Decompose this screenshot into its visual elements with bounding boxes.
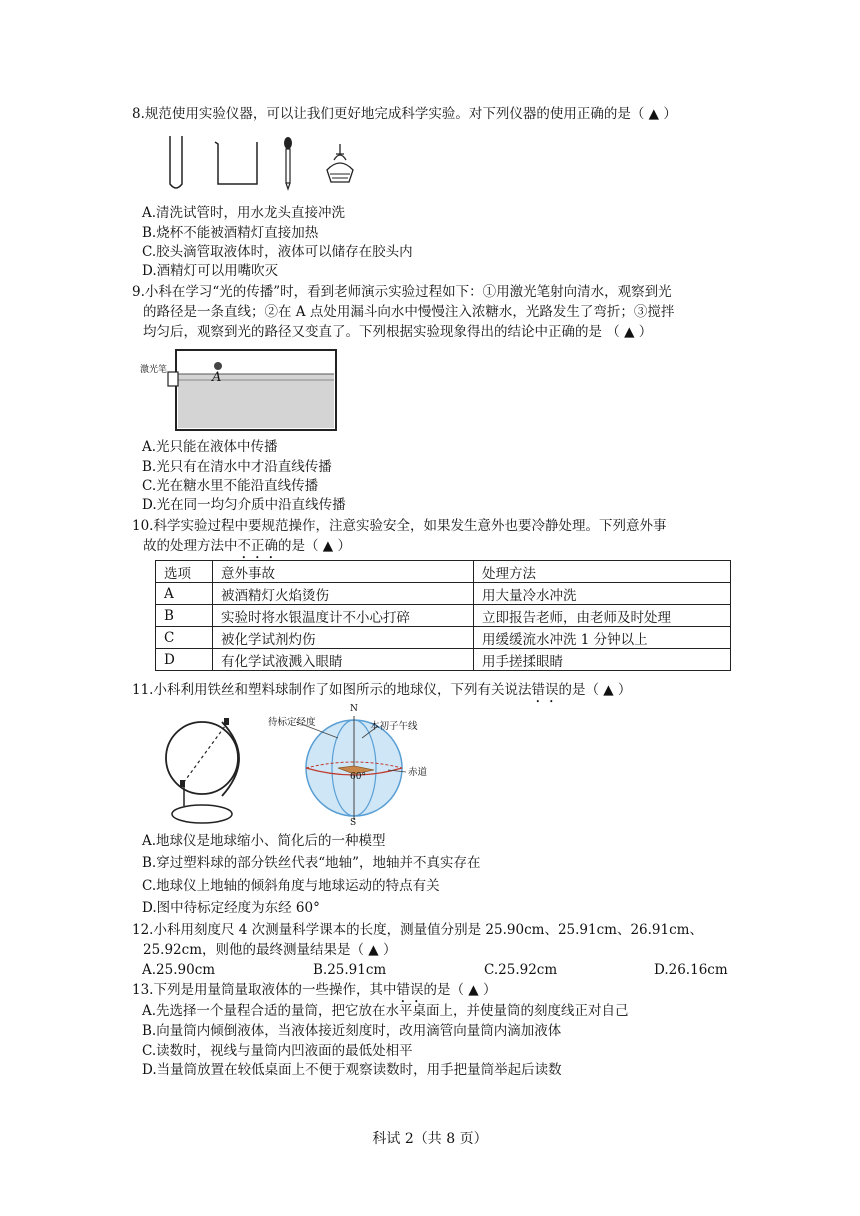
north-label: N [350, 704, 358, 714]
q9-option-d: D.光在同一均匀介质中沿直线传播 [142, 497, 346, 513]
q9-stem-line3: 均匀后，观察到光的路径又变直了。下列根据实验现象得出的结论中正确的是 （ ▲ ） [143, 324, 653, 340]
q13-stem: 13.下列是用量筒量取液体的一些操作，其中错误的是（ ▲ ） [132, 982, 497, 998]
test-tube-icon [170, 136, 182, 188]
table-cell: 被酒精灯火焰烫伤 [213, 583, 474, 605]
q10-stem-line2: 故的处理方法中不正确的是（ ▲ ） [143, 538, 351, 554]
q12-option-a: A.25.90cm [142, 962, 216, 978]
q13-option-a: A.先选择一个量程合适的量筒，把它放在水平桌面上，并使量筒的刻度线正对自己 [142, 1003, 629, 1019]
q8-option-d: D.酒精灯可以用嘴吹灭 [142, 263, 279, 279]
south-label: S [350, 818, 357, 828]
longitude-globe-figure [268, 704, 428, 830]
q9-option-b: B.光只有在清水中才沿直线传播 [142, 459, 332, 475]
q9-option-c: C.光在糖水里不能沿直线传播 [142, 478, 319, 494]
q13-option-c: C.读数时，视线与量筒内凹液面的最低处相平 [142, 1043, 413, 1059]
angle-label: 60° [350, 772, 366, 782]
table-cell: 有化学试液溅入眼睛 [213, 649, 474, 671]
table-cell: 选项 [156, 561, 213, 583]
table-header-row [156, 561, 731, 583]
q8-option-b: B.烧杯不能被酒精灯直接加热 [142, 225, 319, 241]
pending-longitude-label: 待标定经度 [268, 717, 316, 728]
q11-stem: 11.小科利用铁丝和塑料球制作了如图所示的地球仪，下列有关说法错误的是（ ▲ ） [132, 682, 632, 698]
q11-option-d: D.图中待标定经度为东经 60° [142, 900, 320, 916]
q8-option-a: A.清洗试管时，用水龙头直接冲洗 [142, 205, 346, 221]
q9-laser-tank-figure [140, 346, 340, 434]
table-cell: 用大量冷水冲洗 [474, 583, 731, 605]
page-footer: 科试 2（共 8 页） [372, 1131, 488, 1147]
q9-stem-line1: 9.小科在学习“光的传播”时，看到老师演示实验过程如下：①用激光笔射向清水，观察到光 [132, 284, 672, 300]
globe-model-figure [160, 708, 260, 828]
table-cell: 立即报告老师，由老师及时处理 [474, 605, 731, 627]
q12-stem-line2: 25.92cm，则他的最终测量结果是（ ▲ ） [143, 942, 397, 958]
table-cell: 用缓缓流水冲洗 1 分钟以上 [474, 627, 731, 649]
point-a-marker [214, 362, 222, 370]
table-row [156, 583, 731, 605]
table-cell: B [156, 605, 213, 627]
point-a-label: A [212, 370, 222, 385]
q9-stem-line2: 的路径是一条直线；②在 A 点处用漏斗向水中慢慢注入浓糖水，光路发生了弯折；③搅拌 [143, 304, 675, 320]
table-cell: D [156, 649, 213, 671]
equator-label: 赤道 [408, 767, 428, 778]
table-cell: 用手搓揉眼睛 [474, 649, 731, 671]
q8-apparatus-figure [160, 134, 380, 194]
q11-option-b: B.穿过塑料球的部分铁丝代表“地轴”，地轴并不真实存在 [142, 855, 481, 871]
q12-option-c: C.25.92cm [484, 962, 558, 978]
table-cell: 意外事故 [213, 561, 474, 583]
table-cell: 被化学试剂灼伤 [213, 627, 474, 649]
beaker-icon [215, 142, 257, 184]
q10-stem-line1: 10.科学实验过程中要规范操作，注意实验安全，如果发生意外也要冷静处理。下列意外事 [132, 518, 667, 534]
table-cell: 实验时将水银温度计不小心打碎 [213, 605, 474, 627]
q13-option-b: B.向量筒内倾倒液体，当液体接近刻度时，改用滴管向量筒内滴加液体 [142, 1023, 562, 1039]
alcohol-lamp-icon [327, 144, 353, 182]
table-row [156, 649, 731, 671]
q11-option-c: C.地球仪上地轴的倾斜角度与地球运动的特点有关 [142, 878, 440, 894]
dropper-icon [284, 137, 292, 189]
q8-option-c: C.胶头滴管取液体时，液体可以储存在胶头内 [142, 244, 413, 260]
q12-option-d: D.26.16cm [654, 962, 728, 978]
table-cell: C [156, 627, 213, 649]
q13-option-d: D.当量筒放置在较低桌面上不便于观察读数时，用手把量筒举起后读数 [142, 1062, 562, 1078]
q8-stem: 8.规范使用实验仪器，可以让我们更好地完成科学实验。对下列仪器的使用正确的是（ ▲ ） [132, 106, 677, 122]
water-body [178, 374, 334, 428]
laser-pen-icon [168, 372, 178, 386]
q11-option-a: A.地球仪是地球缩小、简化后的一种模型 [142, 833, 386, 849]
laser-pen-label: 激光笔 [140, 365, 168, 375]
prime-meridian-label: 本初子午线 [370, 721, 418, 732]
table-cell: 处理方法 [474, 561, 731, 583]
q12-stem-line1: 12.小科用刻度尺 4 次测量科学课本的长度，测量值分别是 25.90cm、25.91cm、26.91cm、 [132, 922, 703, 938]
table-row [156, 605, 731, 627]
accident-table [155, 560, 731, 671]
q12-option-b: B.25.91cm [313, 962, 387, 978]
q9-option-a: A.光只能在液体中传播 [142, 439, 278, 455]
table-cell: A [156, 583, 213, 605]
table-row [156, 627, 731, 649]
